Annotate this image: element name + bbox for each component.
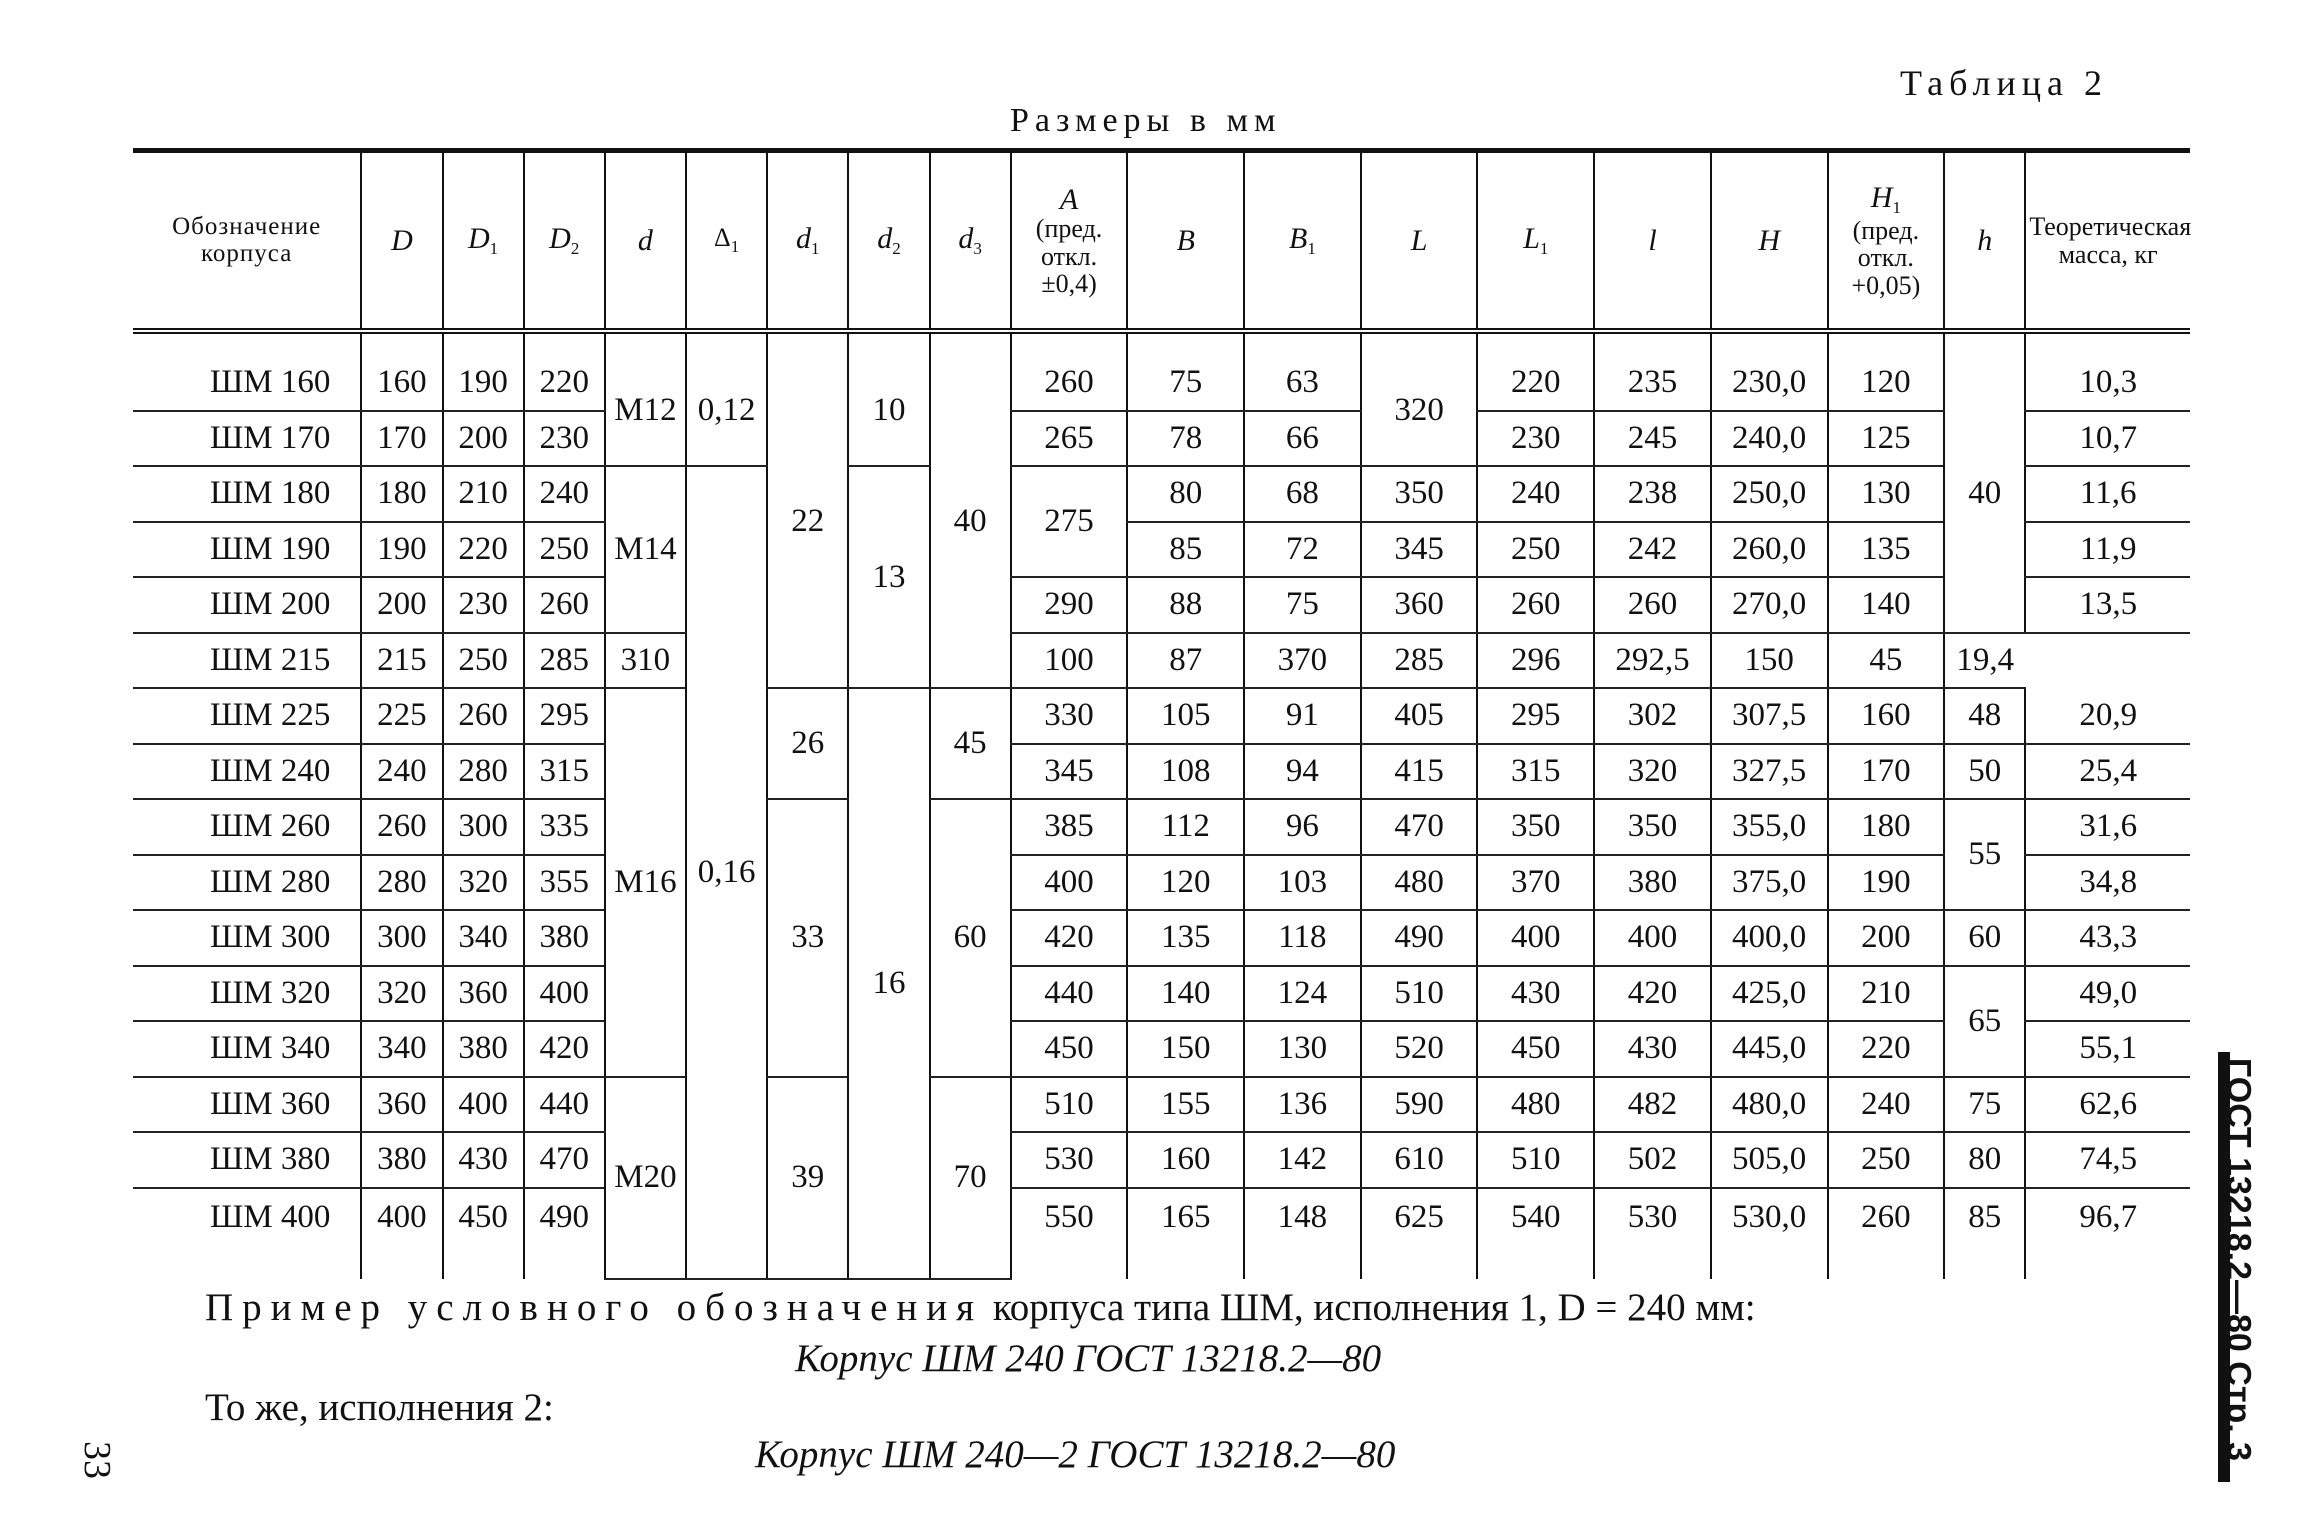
cell-H: 400,0 [1711, 910, 1828, 966]
cell-A: 260 [1011, 331, 1128, 411]
cell-d3: 45 [930, 688, 1011, 799]
cell-d1: 39 [767, 1077, 848, 1279]
cell-D: 260 [361, 799, 442, 855]
cell-designation: ШМ 225 [133, 688, 361, 744]
table-row [133, 855, 2190, 911]
cell-designation: ШМ 300 [133, 910, 361, 966]
cell-L: 520 [1361, 1021, 1478, 1077]
table-row [133, 1021, 2190, 1077]
header-H: H [1711, 151, 1828, 332]
cell-A: 290 [1011, 577, 1128, 633]
cell-l: 482 [1594, 1077, 1711, 1133]
table-row [133, 633, 2190, 689]
cell-A: 310 [605, 633, 686, 689]
cell-H1: 125 [1828, 411, 1945, 467]
cell-designation: ШМ 360 [133, 1077, 361, 1133]
cell-D: 160 [361, 331, 442, 411]
cell-H: 250,0 [1711, 466, 1828, 522]
cell-l: 238 [1594, 466, 1711, 522]
cell-D1: 200 [443, 411, 524, 467]
header-A: A (пред. откл. ±0,4) [1011, 151, 1128, 332]
cell-D: 240 [361, 744, 442, 800]
header-B1: $B_1$ [1244, 151, 1361, 332]
cell-B1: 103 [1244, 855, 1361, 911]
cell-l: 380 [1594, 855, 1711, 911]
cell-D2: 420 [524, 1021, 605, 1077]
header-l: l [1594, 151, 1711, 332]
cell-L1: 370 [1477, 855, 1594, 911]
cell-A: 440 [1011, 966, 1128, 1022]
cell-B1: 75 [1244, 577, 1361, 633]
cell-d3: 70 [930, 1077, 1011, 1279]
cell-B: 80 [1127, 466, 1244, 522]
header-delta1: $\Delta_1$ [686, 151, 767, 332]
cell-D2: 285 [524, 633, 605, 689]
cell-D2: 355 [524, 855, 605, 911]
cell-D: 400 [361, 1188, 442, 1279]
cell-B1: 130 [1244, 1021, 1361, 1077]
cell-D2: 490 [524, 1188, 605, 1279]
cell-A: 275 [1011, 466, 1128, 577]
cell-h: 80 [1944, 1132, 2025, 1188]
cell-D2: 295 [524, 688, 605, 744]
cell-H1: 120 [1828, 331, 1945, 411]
cell-D2: 250 [524, 522, 605, 578]
page-number: 33 [76, 1441, 118, 1479]
cell-L: 490 [1361, 910, 1478, 966]
cell-mass: 55,1 [2025, 1021, 2190, 1077]
cell-l: 420 [1594, 966, 1711, 1022]
cell-D2: 470 [524, 1132, 605, 1188]
cell-L1: 260 [1477, 577, 1594, 633]
cell-H1: 240 [1828, 1077, 1945, 1133]
cell-L1: 315 [1477, 744, 1594, 800]
cell-H: 505,0 [1711, 1132, 1828, 1188]
cell-L: 470 [1361, 799, 1478, 855]
cell-d: M12 [605, 331, 686, 466]
cell-A: 550 [1011, 1188, 1128, 1279]
cell-L: 320 [1361, 331, 1478, 466]
cell-D2: 260 [524, 577, 605, 633]
cell-L1: 540 [1477, 1188, 1594, 1279]
cell-B: 112 [1127, 799, 1244, 855]
cell-mass: 43,3 [2025, 910, 2190, 966]
cell-B: 85 [1127, 522, 1244, 578]
cell-H1: 135 [1828, 522, 1945, 578]
cell-D1: 320 [443, 855, 524, 911]
table-row [133, 910, 2190, 966]
cell-B1: 118 [1244, 910, 1361, 966]
example-designation-2: Корпус ШМ 240—2 ГОСТ 13218.2—80 [755, 1433, 1396, 1476]
header-H1: $H_1$ (пред. откл. +0,05) [1828, 151, 1945, 332]
cell-designation: ШМ 180 [133, 466, 361, 522]
cell-B: 140 [1127, 966, 1244, 1022]
cell-H: 230,0 [1711, 331, 1828, 411]
cell-d2: 10 [848, 331, 929, 466]
cell-L1: 230 [1477, 411, 1594, 467]
cell-D1: 450 [443, 1188, 524, 1279]
cell-H1: 250 [1828, 1132, 1945, 1188]
cell-B1: 63 [1244, 331, 1361, 411]
table-row [133, 799, 2190, 855]
cell-D2: 335 [524, 799, 605, 855]
cell-designation: ШМ 320 [133, 966, 361, 1022]
cell-mass: 20,9 [2025, 688, 2190, 744]
cell-B: 75 [1127, 331, 1244, 411]
cell-H: 480,0 [1711, 1077, 1828, 1133]
cell-H1: 130 [1828, 466, 1945, 522]
header-designation: Обозначение корпуса [133, 151, 361, 332]
cell-D: 320 [361, 966, 442, 1022]
cell-mass: 13,5 [2025, 577, 2190, 633]
cell-designation: ШМ 190 [133, 522, 361, 578]
cell-D1: 280 [443, 744, 524, 800]
cell-H1: 150 [1711, 633, 1828, 689]
header-mass: Теоретическая масса, кг [2025, 151, 2190, 332]
cell-d: M14 [605, 466, 686, 633]
cell-L1: 250 [1477, 522, 1594, 578]
cell-A: 345 [1011, 744, 1128, 800]
cell-D1: 340 [443, 910, 524, 966]
cell-D1: 250 [443, 633, 524, 689]
cell-A: 530 [1011, 1132, 1128, 1188]
cell-H1: 170 [1828, 744, 1945, 800]
cell-B1: 87 [1127, 633, 1244, 689]
header-L: L [1361, 151, 1478, 332]
cell-H1: 160 [1828, 688, 1945, 744]
cell-L1: 510 [1477, 1132, 1594, 1188]
cell-designation: ШМ 400 [209, 1198, 331, 1235]
dimensions-table-wrap [133, 148, 2190, 1280]
cell-mass: 19,4 [1944, 633, 2025, 689]
cell-H: 355,0 [1711, 799, 1828, 855]
cell-B: 78 [1127, 411, 1244, 467]
cell-mass: 34,8 [2025, 855, 2190, 911]
cell-D2: 220 [524, 331, 605, 411]
cell-H: 240,0 [1711, 411, 1828, 467]
cell-L: 480 [1361, 855, 1478, 911]
header-B: B [1127, 151, 1244, 332]
table-row [133, 1188, 2190, 1279]
cell-D1: 230 [443, 577, 524, 633]
cell-mass: 96,7 [2025, 1188, 2190, 1279]
cell-H: 327,5 [1711, 744, 1828, 800]
cell-B1: 136 [1244, 1077, 1361, 1133]
header-D2: $D_2$ [524, 151, 605, 332]
cell-delta1: 0,12 [686, 331, 767, 466]
cell-l: 350 [1594, 799, 1711, 855]
cell-D2: 240 [524, 466, 605, 522]
cell-L: 510 [1361, 966, 1478, 1022]
cell-H: 292,5 [1594, 633, 1711, 689]
cell-mass: 11,9 [2025, 522, 2190, 578]
cell-delta1: 0,16 [686, 466, 767, 1279]
header-row [133, 151, 2190, 332]
cell-L: 415 [1361, 744, 1478, 800]
table-number: Таблица 2 [1900, 63, 2108, 103]
cell-B1: 66 [1244, 411, 1361, 467]
cell-d: M16 [605, 688, 686, 1077]
cell-D2: 440 [524, 1077, 605, 1133]
cell-H: 530,0 [1711, 1188, 1828, 1279]
cell-L1: 285 [1361, 633, 1478, 689]
cell-B1: 94 [1244, 744, 1361, 800]
cell-mass: 74,5 [2025, 1132, 2190, 1188]
cell-D: 360 [361, 1077, 442, 1133]
cell-h: 85 [1944, 1188, 2025, 1279]
cell-D1: 360 [443, 966, 524, 1022]
table-row [133, 1077, 2190, 1133]
cell-B1: 68 [1244, 466, 1361, 522]
cell-L: 405 [1361, 688, 1478, 744]
cell-mass: 31,6 [2025, 799, 2190, 855]
cell-H1: 260 [1828, 1188, 1945, 1279]
cell-L: 370 [1244, 633, 1361, 689]
cell-L1: 400 [1477, 910, 1594, 966]
cell-designation: ШМ 340 [133, 1021, 361, 1077]
cell-h: 50 [1944, 744, 2025, 800]
cell-designation: ШМ 380 [133, 1132, 361, 1188]
cell-designation: ШМ 160 [133, 331, 361, 411]
cell-D2: 230 [524, 411, 605, 467]
cell-h: 45 [1828, 633, 1945, 689]
cell-h: 65 [1944, 966, 2025, 1077]
table-row [133, 688, 2190, 744]
cell-l: 235 [1594, 331, 1711, 411]
cell-B: 160 [1127, 1132, 1244, 1188]
cell-L: 590 [1361, 1077, 1478, 1133]
cell-B: 150 [1127, 1021, 1244, 1077]
cell-l: 245 [1594, 411, 1711, 467]
cell-H1: 210 [1828, 966, 1945, 1022]
cell-B: 100 [1011, 633, 1128, 689]
table-row [133, 331, 2190, 411]
cell-l: 400 [1594, 910, 1711, 966]
cell-B1: 96 [1244, 799, 1361, 855]
cell-D1: 430 [443, 1132, 524, 1188]
cell-A: 450 [1011, 1021, 1128, 1077]
cell-mass: 49,0 [2025, 966, 2190, 1022]
cell-B: 135 [1127, 910, 1244, 966]
cell-L: 625 [1361, 1188, 1478, 1279]
cell-L: 345 [1361, 522, 1478, 578]
cell-d3: 40 [930, 331, 1011, 688]
cell-d: M20 [605, 1077, 686, 1279]
cell-D2: 400 [524, 966, 605, 1022]
cell-B: 165 [1127, 1188, 1244, 1279]
cell-H1: 140 [1828, 577, 1945, 633]
cell-D: 215 [361, 633, 442, 689]
cell-l: 430 [1594, 1021, 1711, 1077]
cell-D2: 380 [524, 910, 605, 966]
cell-h: 60 [1944, 910, 2025, 966]
cell-d1: 22 [767, 331, 848, 688]
header-d1: $d_1$ [767, 151, 848, 332]
cell-L1: 240 [1477, 466, 1594, 522]
cell-H: 270,0 [1711, 577, 1828, 633]
cell-L1: 430 [1477, 966, 1594, 1022]
cell-d3: 60 [930, 799, 1011, 1077]
cell-designation: ШМ 170 [133, 411, 361, 467]
cell-D: 340 [361, 1021, 442, 1077]
example-intro-rest: корпуса типа ШМ, исполнения 1, D = 240 мм: [992, 1286, 1756, 1329]
cell-H1: 220 [1828, 1021, 1945, 1077]
cell-B1: 148 [1244, 1188, 1361, 1279]
cell-designation: ШМ 280 [133, 855, 361, 911]
cell-A: 420 [1011, 910, 1128, 966]
cell-B1: 124 [1244, 966, 1361, 1022]
cell-D: 200 [361, 577, 442, 633]
cell-D: 380 [361, 1132, 442, 1188]
cell-D1: 300 [443, 799, 524, 855]
cell-B: 88 [1127, 577, 1244, 633]
cell-B: 105 [1127, 688, 1244, 744]
header-d: d [605, 151, 686, 332]
side-standard-label: ГОСТ 13218.2—80 Стр. 3 [2219, 1057, 2258, 1462]
table-row [133, 1132, 2190, 1188]
cell-D: 280 [361, 855, 442, 911]
header-h: h [1944, 151, 2025, 332]
cell-L1: 295 [1477, 688, 1594, 744]
cell-L1: 350 [1477, 799, 1594, 855]
cell-H: 307,5 [1711, 688, 1828, 744]
cell-H1: 180 [1828, 799, 1945, 855]
cell-l: 302 [1594, 688, 1711, 744]
cell-l: 320 [1594, 744, 1711, 800]
dimensions-table [133, 148, 2190, 1280]
cell-L1: 450 [1477, 1021, 1594, 1077]
cell-A: 385 [1011, 799, 1128, 855]
cell-l: 296 [1477, 633, 1594, 689]
cell-h: 55 [1944, 799, 2025, 910]
header-d3: $d_3$ [930, 151, 1011, 332]
cell-A: 510 [1011, 1077, 1128, 1133]
cell-H: 260,0 [1711, 522, 1828, 578]
cell-designation: ШМ 240 [133, 744, 361, 800]
cell-mass: 25,4 [2025, 744, 2190, 800]
example-intro-spaced: Пример условного обозначения [205, 1286, 984, 1329]
cell-D: 190 [361, 522, 442, 578]
cell-h: 40 [1944, 331, 2025, 633]
header-d2: $d_2$ [848, 151, 929, 332]
table-row [133, 466, 2190, 522]
cell-D: 225 [361, 688, 442, 744]
cell-D1: 380 [443, 1021, 524, 1077]
table-row [133, 577, 2190, 633]
example-same: То же, исполнения 2: [205, 1386, 554, 1429]
cell-l: 242 [1594, 522, 1711, 578]
cell-B: 155 [1127, 1077, 1244, 1133]
cell-h: 48 [1944, 688, 2025, 744]
cell-D1: 400 [443, 1077, 524, 1133]
cell-L1: 220 [1477, 331, 1594, 411]
cell-mass: 11,6 [2025, 466, 2190, 522]
cell-D2: 315 [524, 744, 605, 800]
cell-H1: 200 [1828, 910, 1945, 966]
cell-H: 445,0 [1711, 1021, 1828, 1077]
example-intro [205, 1285, 1756, 1330]
cell-designation: ШМ 215 [133, 633, 361, 689]
cell-d2: 16 [848, 688, 929, 1279]
cell-A: 400 [1011, 855, 1128, 911]
cell-D1: 260 [443, 688, 524, 744]
header-L1: $L_1$ [1477, 151, 1594, 332]
cell-d1: 33 [767, 799, 848, 1077]
table-row [133, 522, 2190, 578]
cell-designation: ШМ 200 [133, 577, 361, 633]
cell-B1: 91 [1244, 688, 1361, 744]
cell-D: 300 [361, 910, 442, 966]
table-row [133, 744, 2190, 800]
cell-d1: 26 [767, 688, 848, 799]
cell-H: 425,0 [1711, 966, 1828, 1022]
units-caption: Размеры в мм [1010, 102, 1282, 139]
cell-L: 350 [1361, 466, 1478, 522]
cell-l: 530 [1594, 1188, 1711, 1279]
cell-mass: 10,3 [2025, 331, 2190, 411]
cell-L: 360 [1361, 577, 1478, 633]
cell-H: 375,0 [1711, 855, 1828, 911]
header-D: D [361, 151, 442, 332]
cell-B1: 72 [1244, 522, 1361, 578]
cell-mass: 62,6 [2025, 1077, 2190, 1133]
cell-H1: 190 [1828, 855, 1945, 911]
cell-l: 502 [1594, 1132, 1711, 1188]
cell-D: 170 [361, 411, 442, 467]
cell-D: 180 [361, 466, 442, 522]
cell-mass: 10,7 [2025, 411, 2190, 467]
cell-B1: 142 [1244, 1132, 1361, 1188]
cell-D1: 210 [443, 466, 524, 522]
table-row [133, 411, 2190, 467]
cell-B: 120 [1127, 855, 1244, 911]
cell-L1: 480 [1477, 1077, 1594, 1133]
header-D1: $D_1$ [443, 151, 524, 332]
cell-L: 610 [1361, 1132, 1478, 1188]
table-row [133, 966, 2190, 1022]
cell-l: 260 [1594, 577, 1711, 633]
cell-h: 75 [1944, 1077, 2025, 1133]
cell-designation: ШМ 260 [133, 799, 361, 855]
cell-D1: 190 [443, 331, 524, 411]
cell-B: 108 [1127, 744, 1244, 800]
cell-A: 330 [1011, 688, 1128, 744]
cell-D1: 220 [443, 522, 524, 578]
cell-A: 265 [1011, 411, 1128, 467]
example-designation-1: Корпус ШМ 240 ГОСТ 13218.2—80 [795, 1337, 1382, 1380]
cell-d2: 13 [848, 466, 929, 688]
